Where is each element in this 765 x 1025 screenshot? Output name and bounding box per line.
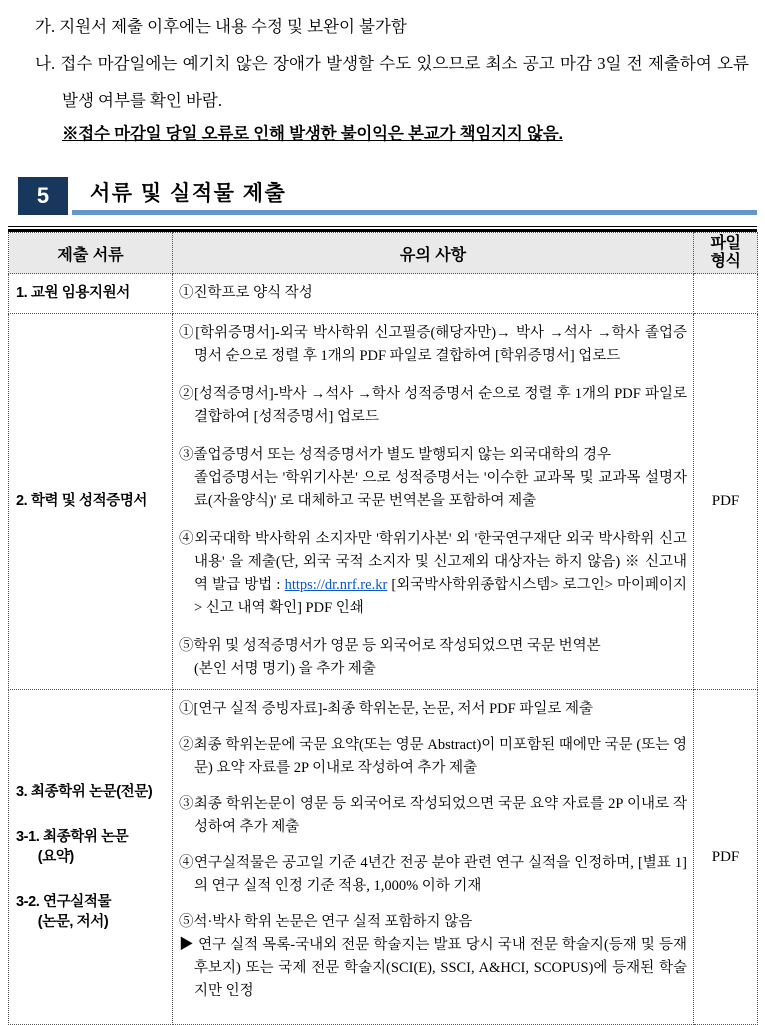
notes-cell-application (173, 274, 694, 314)
note-item-na: 나. 접수 마감일에는 예기치 않은 장애가 발생할 수도 있으므로 최소 공고 마감 3일 전 제출하여 오류 발생 여부를 확인 바람. (35, 54, 749, 110)
column-header-notes: 유의 사항 (173, 233, 694, 274)
section-number-badge: 5 (18, 177, 68, 215)
table-row-thesis-and-research (9, 690, 758, 1025)
note-paragraph-with-link (179, 528, 691, 620)
doc-name-thesis-full: 3. 최종학위 논문(전문) (16, 784, 153, 800)
nrf-degree-report-link[interactable]: https://dr.nrf.re.kr (284, 577, 388, 593)
doc-name-thesis-summary: 3-1. 최종학위 논문 (요약) (16, 829, 129, 865)
notes-cell-thesis (173, 690, 694, 1025)
note-paragraph: ⑤석·박사 학위 논문은 연구 실적 포함하지 않음 (179, 914, 473, 930)
notes-cell-transcripts (173, 314, 694, 690)
submission-documents-table (8, 232, 758, 1025)
doc-name-list (16, 782, 170, 932)
table-row-application-form (9, 274, 758, 314)
column-header-documents: 제출 서류 (9, 233, 173, 274)
note-paragraph: ⑤학위 및 성적증명서가 영문 등 외국어로 작성되었으면 국문 번역본 (본인 서명 명기) 을 추가 제출 (179, 638, 601, 677)
table-row-transcripts (9, 314, 758, 690)
column-header-file-format: 파일 형식 (694, 233, 758, 274)
file-format-cell-application (694, 274, 758, 314)
note-paragraph: ①[연구 실적 증빙자료]-최종 학위논문, 논문, 저서 PDF 파일로 제출 (179, 701, 593, 717)
note-paragraph: ①진학프로 양식 작성 (179, 285, 313, 301)
section-underline-rule (72, 210, 757, 215)
intro-notes (0, 0, 765, 150)
file-format-cell-transcripts: PDF (694, 314, 758, 690)
section-title-block (72, 177, 757, 215)
deadline-warning-text: ※접수 마감일 당일 오류로 인해 발생한 불이익은 본교가 책임지지 않음. (62, 125, 563, 143)
note-paragraph: ②[성적증명서]-박사 →석사 →학사 성적증명서 순으로 정렬 후 1개의 PDF 파일로 결합하여 [성적증명서] 업로드 (179, 386, 691, 425)
note-item-ga: 가. 지원서 제출 이후에는 내용 수정 및 보완이 불가함 (35, 17, 407, 36)
table-header-row (9, 233, 758, 274)
note-paragraph: ④연구실적물은 공고일 기준 4년간 전공 분야 관련 연구 실적을 인정하며, [별표 1]의 연구 실적 인정 기준 적용, 1,000% 이하 기재 (179, 855, 687, 894)
note-text-before-link: ④외국대학 박사학위 소지자만 '학위기사본' 외 '한국연구재단 외국 박사학위 신고 내용' 을 제출(단, 외국 국적 소지자 및 신고제외 대상자는 하지 않음) ※ 신고내역 발급 방법 : (179, 531, 691, 593)
note-paragraph: ③최종 학위논문이 영문 등 외국어로 작성되었으면 국문 요약 자료를 2P 이내로 작성하여 추가 제출 (179, 796, 687, 835)
note-paragraph: ③졸업증명서 또는 성적증명서가 별도 발행되지 않는 외국대학의 경우 졸업증명서는 '학위기사본' 으로 성적증명서는 '이수한 교과목 및 교과목 설명자료(자율양식)' 로 대체하고 국문 번역본을 포함하여 제출 (179, 447, 687, 509)
deadline-warning (62, 119, 749, 150)
doc-name-research-outputs: 3-2. 연구실적물 (논문, 저서) (16, 894, 112, 930)
file-format-cell-thesis: PDF (694, 690, 758, 1025)
doc-name-application: 1. 교원 임용지원서 (9, 274, 173, 314)
section-title: 서류 및 실적물 제출 (90, 182, 287, 205)
note-paragraph: ②최종 학위논문에 국문 요약(또는 영문 Abstract)이 미포함된 때에만 국문 (또는 영문) 요약 자료를 2P 이내로 작성하여 추가 제출 (179, 737, 687, 776)
note-paragraph: ①[학위증명서]-외국 박사학위 신고필증(해당자만)→ 박사 →석사 →학사 졸업증명서 순으로 정렬 후 1개의 PDF 파일로 결합하여 [학위증명서] 업로드 (179, 325, 687, 364)
note-bullet-paragraph: ▶ 연구 실적 목록-국내외 전문 학술지는 발표 당시 국내 전문 학술지(등재 및 등재후보지) 또는 국제 전문 학술지(SCI(E), SSCI, A&HCI, SCOPUS)에 등재된 학술지만 인정 (179, 937, 687, 999)
section-header (18, 177, 757, 215)
doc-names-thesis-cell (9, 690, 173, 1025)
doc-name-transcripts: 2. 학력 및 성적증명서 (9, 314, 173, 690)
note-text-after-link: [외국박사학위종합시스템> 로그인> 마이페이지> 신고 내역 확인] PDF 인쇄 (194, 577, 687, 616)
